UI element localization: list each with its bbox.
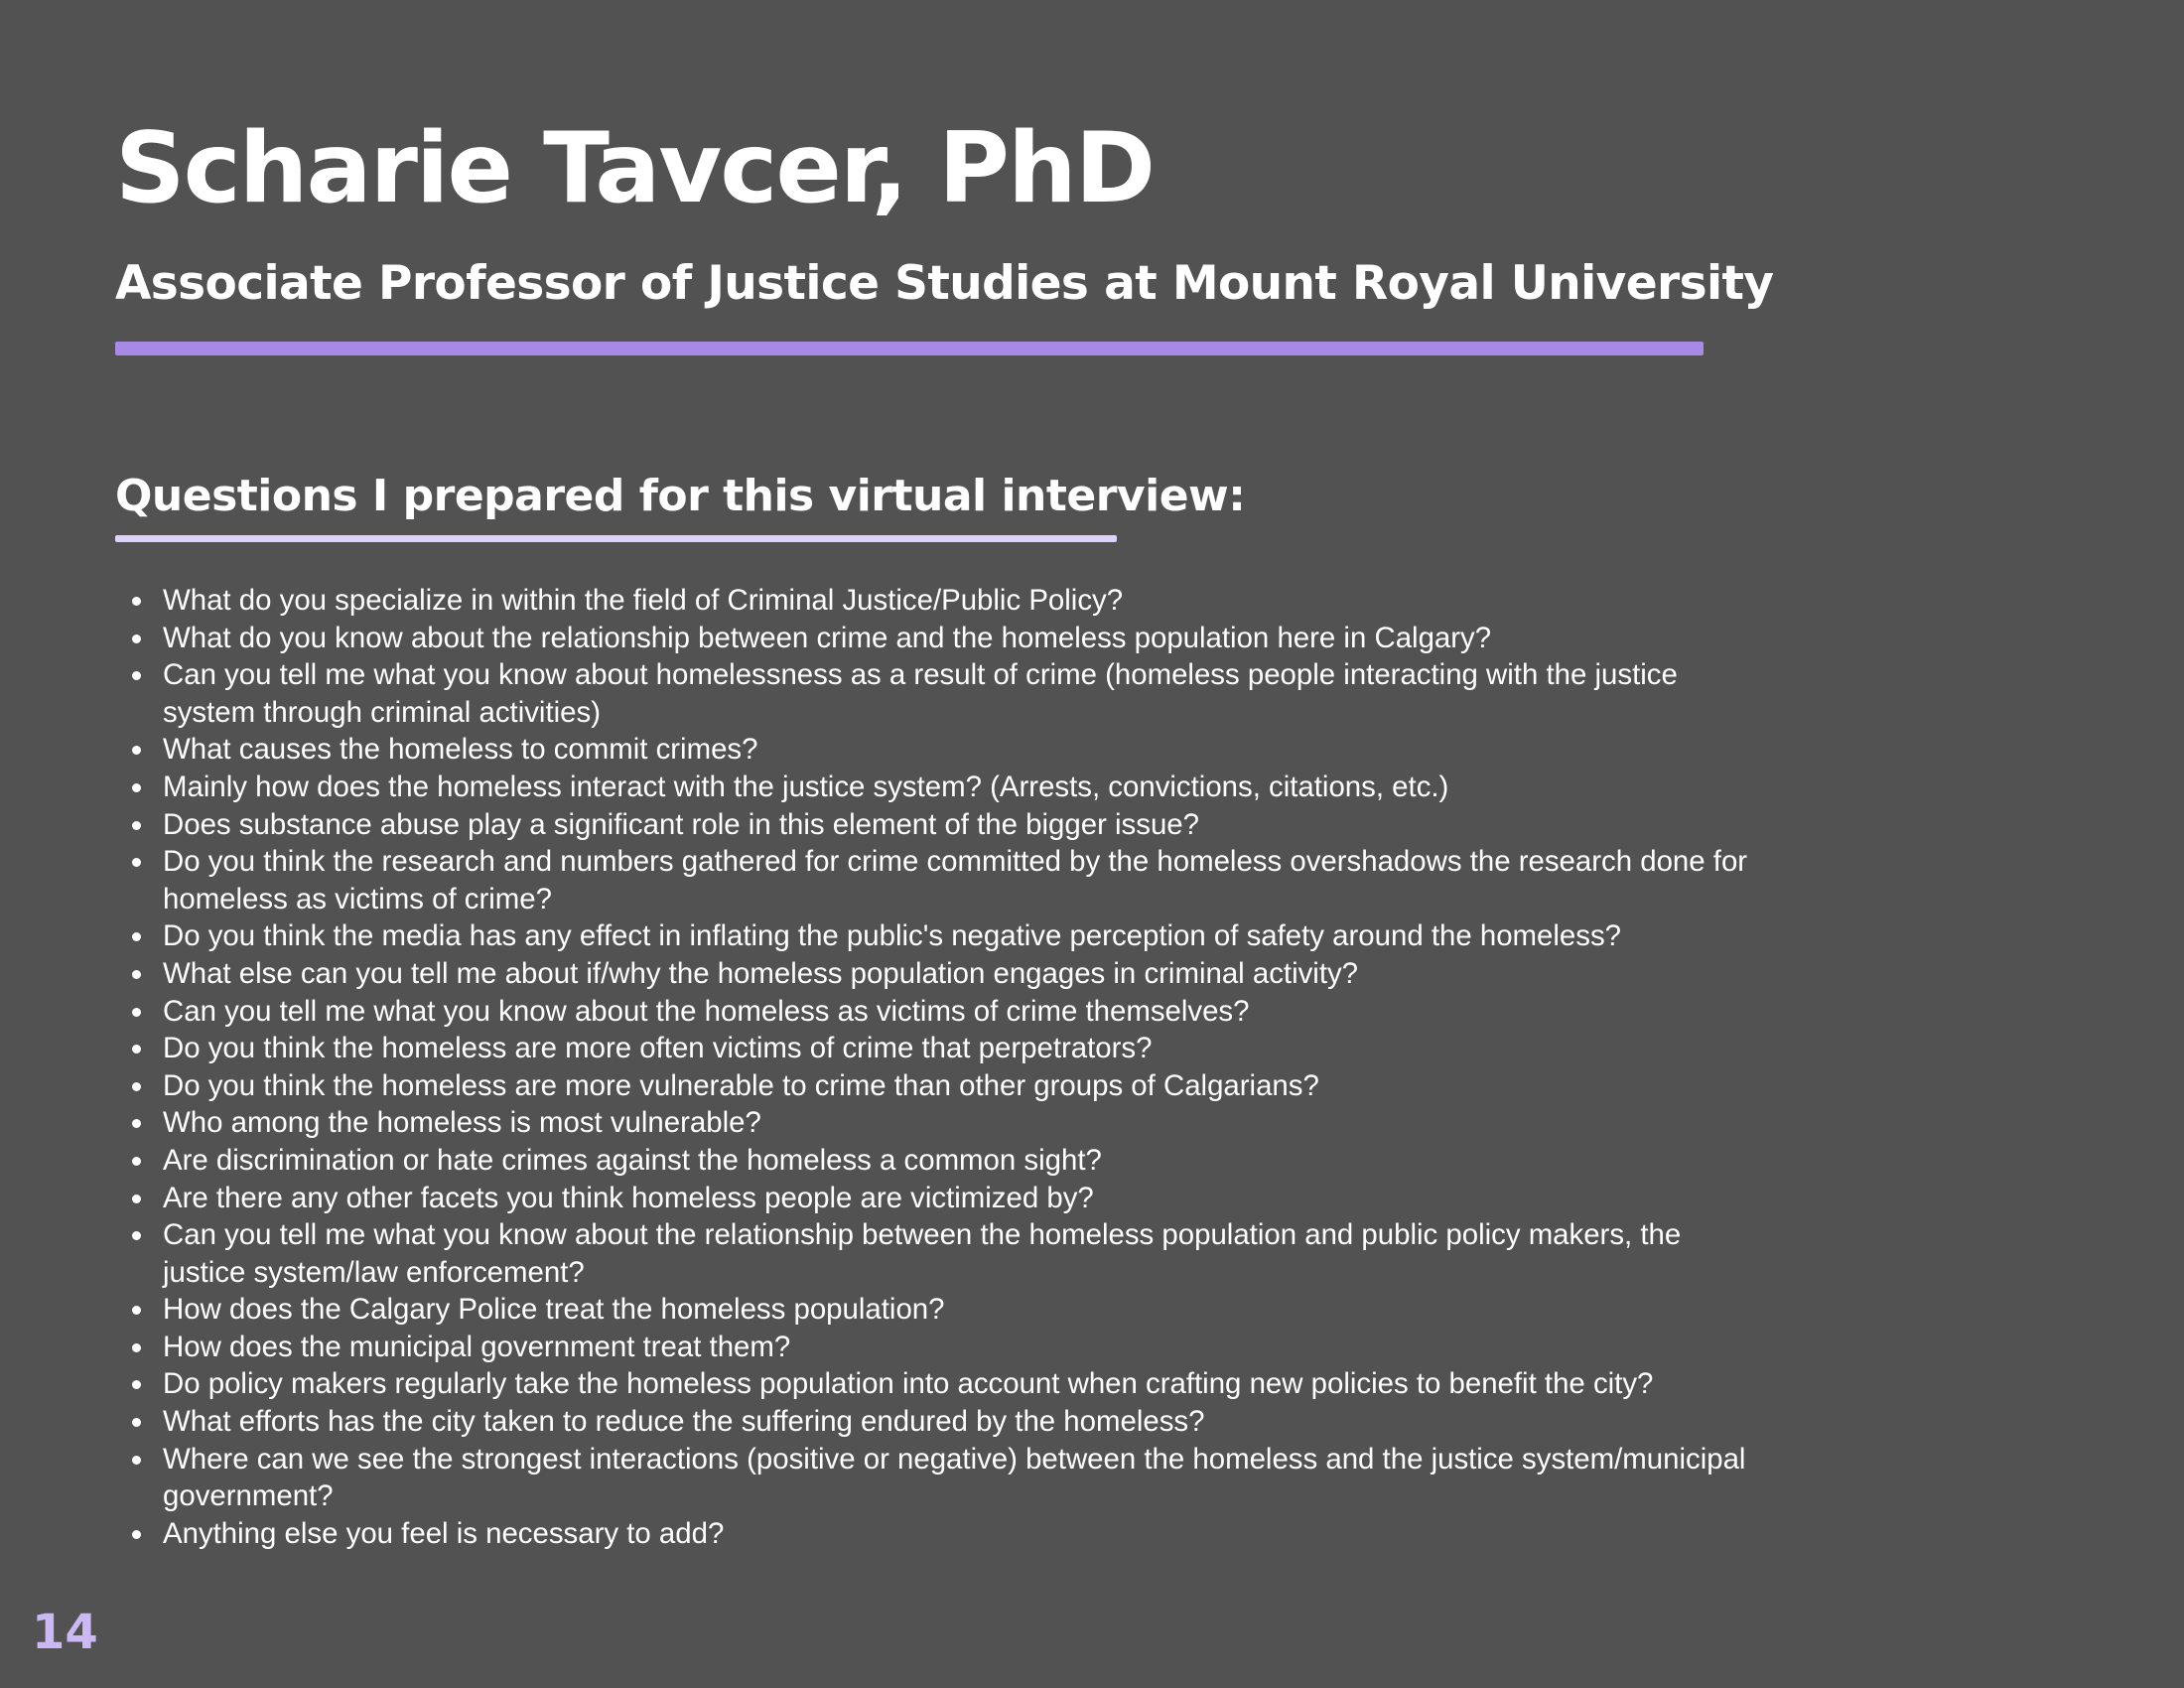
question-item: Are discrimination or hate crimes against the homeless a common sight? (163, 1142, 1771, 1180)
question-item: Do policy makers regularly take the homeless population into account when crafting new policies to benefit the city? (163, 1365, 1771, 1403)
question-item: Do you think the homeless are more often victims of crime that perpetrators? (163, 1030, 1771, 1067)
question-item: Can you tell me what you know about the relationship between the homeless population and public policy makers, the justice system/law enforcement? (163, 1216, 1771, 1291)
page-title: Scharie Tavcer, PhD (115, 112, 1155, 225)
section-divider (115, 535, 1117, 542)
question-item: Who among the homeless is most vulnerable? (163, 1104, 1771, 1142)
question-item: Do you think the research and numbers gathered for crime committed by the homeless overshadows the research done for homeless as victims of crime? (163, 843, 1771, 917)
question-item: Anything else you feel is necessary to add? (163, 1515, 1771, 1553)
question-item: Do you think the homeless are more vulnerable to crime than other groups of Calgarians? (163, 1067, 1771, 1105)
question-item: Does substance abuse play a significant role in this element of the bigger issue? (163, 806, 1771, 844)
question-list (115, 582, 1771, 1552)
question-item: Can you tell me what you know about the homeless as victims of crime themselves? (163, 993, 1771, 1031)
question-item: How does the municipal government treat them? (163, 1329, 1771, 1366)
question-item: Where can we see the strongest interactions (positive or negative) between the homeless and the justice system/municipal government? (163, 1441, 1771, 1515)
question-item: What else can you tell me about if/why the homeless population engages in criminal activity? (163, 955, 1771, 993)
title-divider (115, 342, 1704, 355)
question-item: Mainly how does the homeless interact with the justice system? (Arrests, convictions, citations, etc.) (163, 769, 1771, 806)
question-item: Are there any other facets you think homeless people are victimized by? (163, 1180, 1771, 1217)
question-item: What causes the homeless to commit crimes? (163, 731, 1771, 769)
question-item: How does the Calgary Police treat the homeless population? (163, 1291, 1771, 1329)
question-item: Do you think the media has any effect in inflating the public's negative perception of safety around the homeless? (163, 917, 1771, 955)
question-item: Can you tell me what you know about homelessness as a result of crime (homeless people interacting with the justice system through criminal activities) (163, 656, 1771, 731)
page-number: 14 (32, 1605, 98, 1660)
section-heading: Questions I prepared for this virtual interview: (115, 471, 1246, 521)
question-item: What do you know about the relationship between crime and the homeless population here in Calgary? (163, 620, 1771, 657)
question-item: What efforts has the city taken to reduce the suffering endured by the homeless? (163, 1403, 1771, 1441)
question-item: What do you specialize in within the field of Criminal Justice/Public Policy? (163, 582, 1771, 620)
page-subtitle: Associate Professor of Justice Studies at Mount Royal University (115, 256, 1774, 311)
